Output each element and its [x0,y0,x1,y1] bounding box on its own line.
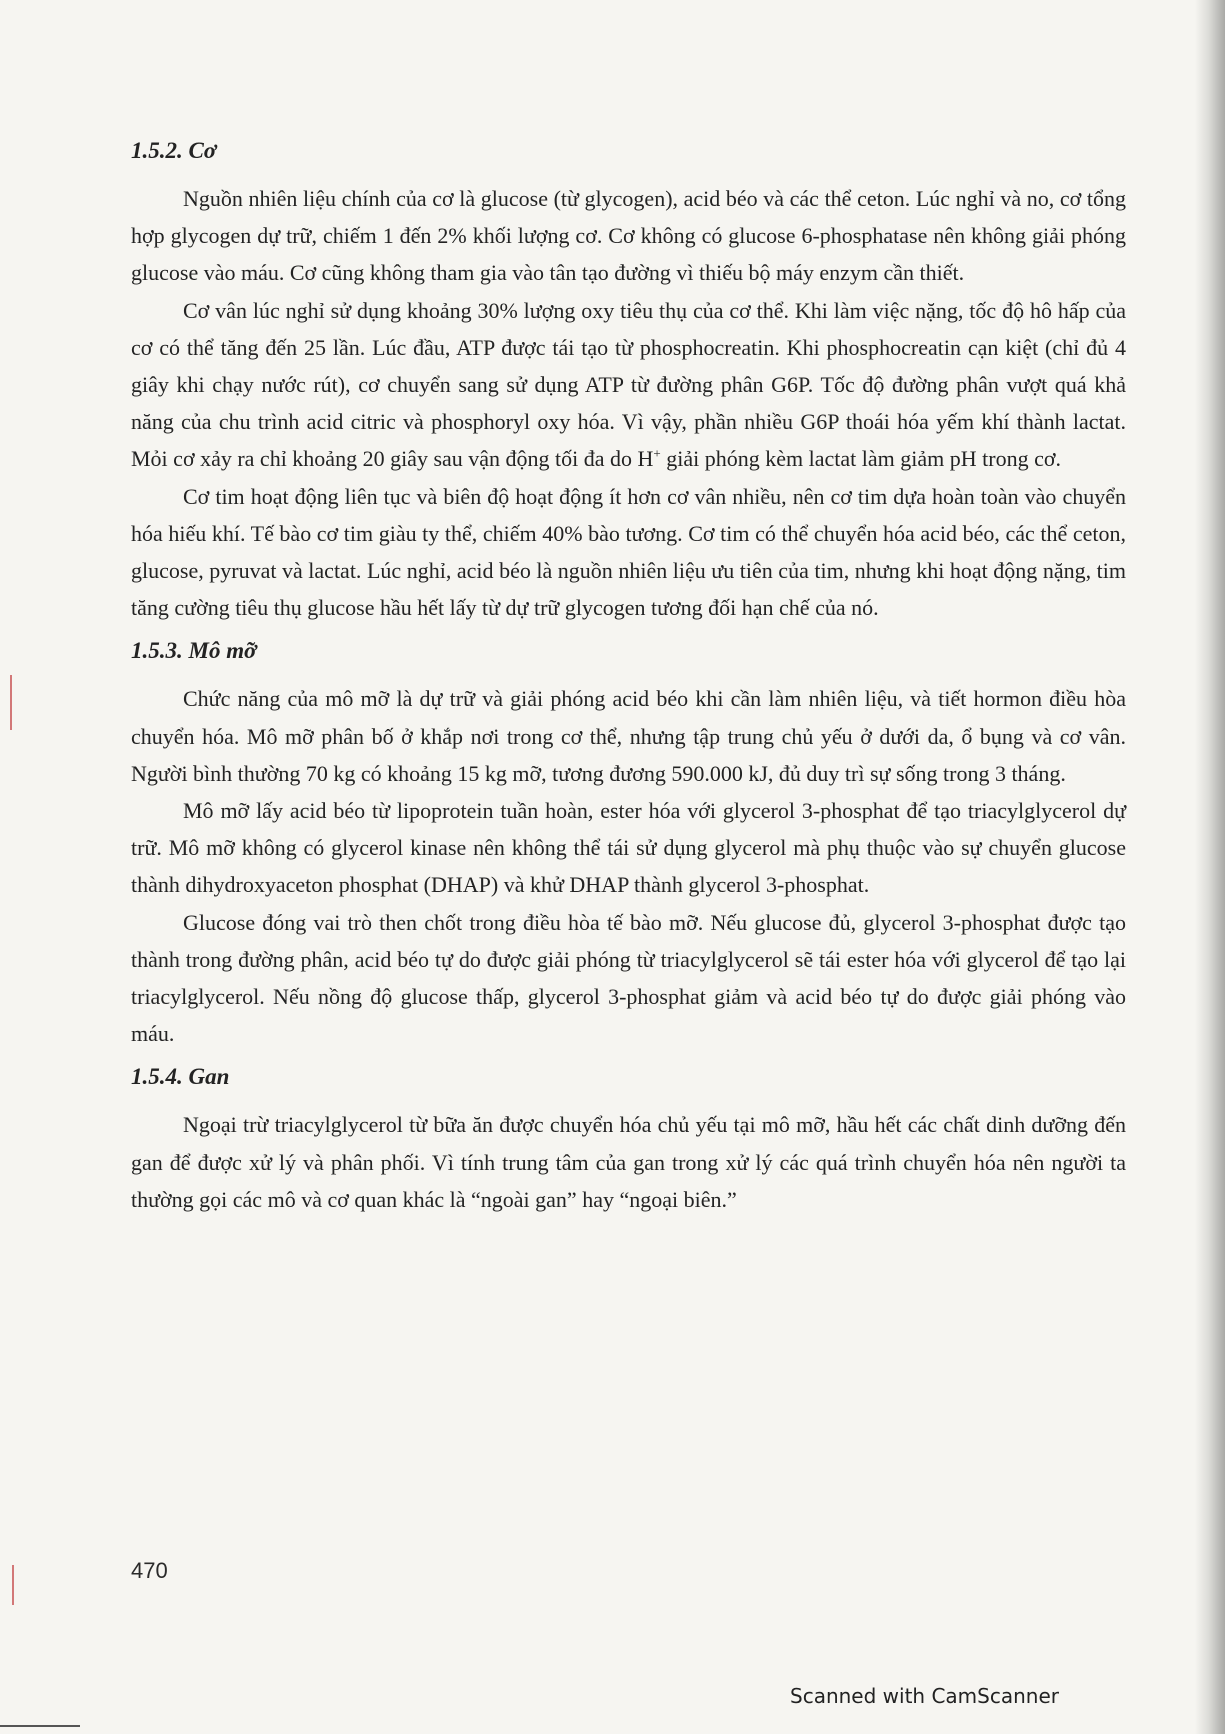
paragraph: Mô mỡ lấy acid béo từ lipoprotein tuần hoàn, ester hóa với glycerol 3-phosphat để tạo triacylglycerol dự trữ. Mô mỡ không có glycerol kinase nên không thể tái sử dụng glycerol mà phụ thuộc vào sự chuyển glucose thành dihydroxyaceton phosphat (DHAP) và khử DHAP thành glycerol 3-phosphat. [131,798,1126,898]
page-body [131,136,1126,1218]
paragraph-text-continued: giải phóng kèm lactat làm giảm pH trong cơ. [660,446,1061,472]
section-heading-1-5-2: 1.5.2. Cơ [131,138,217,163]
paragraph: Nguồn nhiên liệu chính của cơ là glucose (từ glycogen), acid béo và các thể ceton. Lúc nghỉ và no, cơ tổng hợp glycogen dự trữ, chiếm 1 đến 2% khối lượng cơ. Cơ không có glucose 6-phosphatase nên không giải phóng glucose vào máu. Cơ cũng không tham gia vào tân tạo đường vì thiếu bộ máy enzym cần thiết. [131,186,1126,286]
paragraph [131,292,1126,478]
margin-ink-mark [12,1565,14,1605]
section-heading-1-5-4: 1.5.4. Gan [131,1064,230,1090]
paragraph: Ngoại trừ triacylglycerol từ bữa ăn được chuyển hóa chủ yếu tại mô mỡ, hầu hết các chất dinh dưỡng đến gan để được xử lý và phân phối. Vì tính trung tâm của gan trong xử lý các quá trình chuyển hóa nên người ta thường gọi các mô và cơ quan khác là “ngoài gan” hay “ngoại biên.” [131,1112,1126,1212]
section-heading-1-5-3: 1.5.3. Mô mỡ [131,638,257,664]
superscript: + [653,446,661,462]
paragraph-text: Cơ vân lúc nghỉ sử dụng khoảng 30% lượng oxy tiêu thụ của cơ thể. Khi làm việc nặng, tốc độ hô hấp của cơ có thể tăng đến 25 lần. Lúc đầu, ATP được tái tạo từ phosphocreatin. Khi phosphocreatin cạn kiệt (chỉ đủ 4 giây khi chạy nước rút), cơ chuyển sang sử dụng ATP từ đường phân G6P. Tốc độ đường phân vượt quá khả năng của chu trình acid citric và phosphoryl oxy hóa. Vì vậy, phần nhiều G6P thoái hóa yếm khí thành lactat. Mỏi cơ xảy ra chỉ khoảng 20 giây sau vận động tối đa do H [131,297,1126,472]
divider [0,1725,80,1727]
paragraph: Glucose đóng vai trò then chốt trong điều hòa tế bào mỡ. Nếu glucose đủ, glycerol 3-phosphat được tạo thành trong đường phân, acid béo tự do được giải phóng từ triacylglycerol sẽ tái ester hóa với glycerol để tạo lại triacylglycerol. Nếu nồng độ glucose thấp, glycerol 3-phosphat giảm và acid béo tự do được giải phóng vào máu. [131,909,1126,1047]
paragraph: Chức năng của mô mỡ là dự trữ và giải phóng acid béo khi cần làm nhiên liệu, và tiết hormon điều hòa chuyển hóa. Mô mỡ phân bố ở khắp nơi trong cơ thể, nhưng tập trung chủ yếu ở dưới da, ổ bụng và cơ vân. Người bình thường 70 kg có khoảng 15 kg mỡ, tương đương 590.000 kJ, đủ duy trì sự sống trong 3 tháng. [131,686,1126,786]
page-number: 470 [131,1558,168,1583]
page-edge-shadow [1195,0,1225,1734]
scanner-watermark: Scanned with CamScanner [790,1684,1059,1708]
margin-ink-mark [10,675,12,730]
paragraph: Cơ tim hoạt động liên tục và biên độ hoạt động ít hơn cơ vân nhiều, nên cơ tim dựa hoàn toàn vào chuyển hóa hiếu khí. Tế bào cơ tim giàu ty thể, chiếm 40% bào tương. Cơ tim có thể chuyển hóa acid béo, các thể ceton, glucose, pyruvat và lactat. Lúc nghỉ, acid béo là nguồn nhiên liệu ưu tiên của tim, nhưng khi hoạt động nặng, tim tăng cường tiêu thụ glucose hầu hết lấy từ dự trữ glycogen tương đối hạn chế của nó. [131,483,1126,621]
